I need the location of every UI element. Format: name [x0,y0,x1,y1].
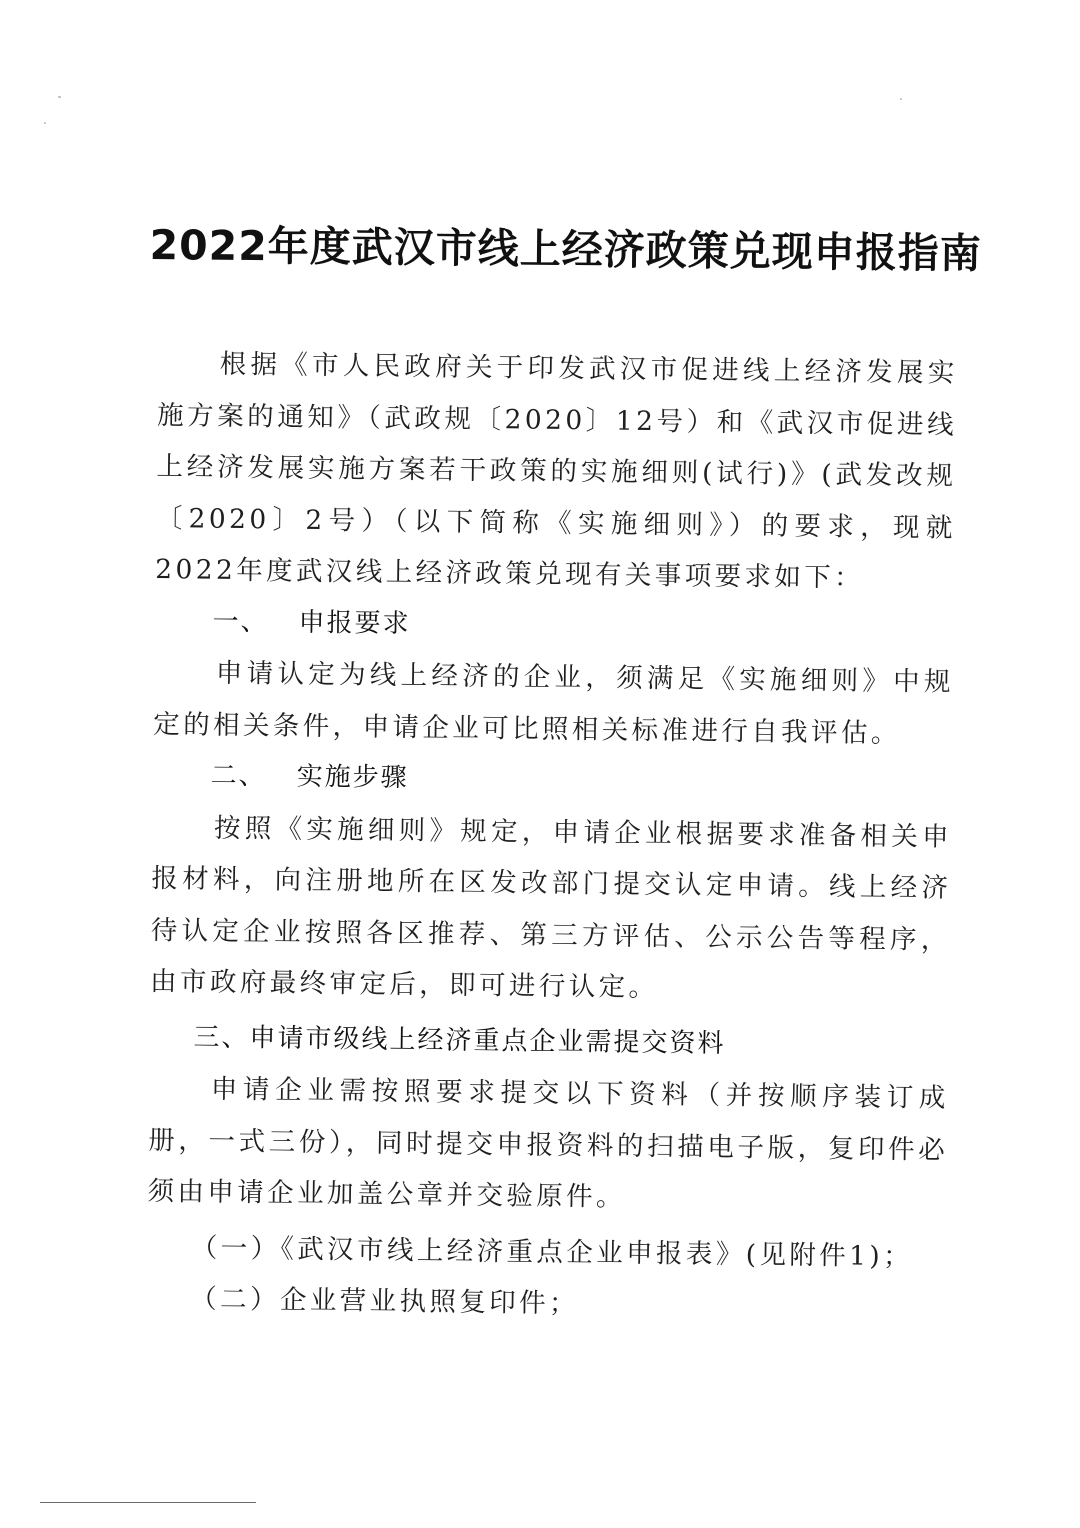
footer-rule [40,1502,256,1503]
section-paragraph-1: 申请认定为线上经济的企业，须满足《实施细则》中规定的相关条件，申请企业可比照相关标准进行自我评估。 [153,657,955,749]
page-title: 2022年度武汉市线上经济政策兑现申报指南 [149,220,982,278]
section-number: 二、 [210,760,267,792]
section-number: 三、 [193,1021,250,1053]
section-number: 一、 [212,606,269,637]
scan-speck [900,98,902,100]
section-heading-2 [152,750,953,811]
list-item: （二）企业营业执照复印件； [190,1283,580,1320]
intro-paragraph: 根据《市人民政府关于印发武汉市促进线上经济发展实施方案的通知》（武政规〔2020〕12号）和《武汉市促进线上经济发展实施方案若干政策的实施细则(试行)》(武发改规〔2020〕2号）（以下简称《实施细则》）的要求，现就2022年度武汉线上经济政策兑现有关事项要求如下： [154,348,958,594]
list-item: （一）《武汉市线上经济重点企业申报表》(见附件1)； [190,1231,914,1272]
section-paragraph-2: 按照《实施细则》规定，申请企业根据要求准备相关申报材料，向注册地所在区发改部门提交认定申请。线上经济待认定企业按照各区推荐、第三方评估、公示公告等程序，由市政府最终审定后，即可进行认定。 [149,812,953,1004]
scan-speck [58,96,61,98]
scan-speck [44,122,46,124]
section-paragraph-3: 申请企业需按照要求提交以下资料（并按顺序装订成册，一式三份），同时提交申报资料的扫描电子版，复印件必须由申请企业加盖公章并交验原件。 [147,1073,949,1213]
section-title: 申报要求 [298,607,411,639]
section-title: 申请市级线上经济重点企业需提交资料 [249,1022,726,1059]
section-title: 实施步骤 [296,761,409,794]
document-body [146,338,958,1334]
